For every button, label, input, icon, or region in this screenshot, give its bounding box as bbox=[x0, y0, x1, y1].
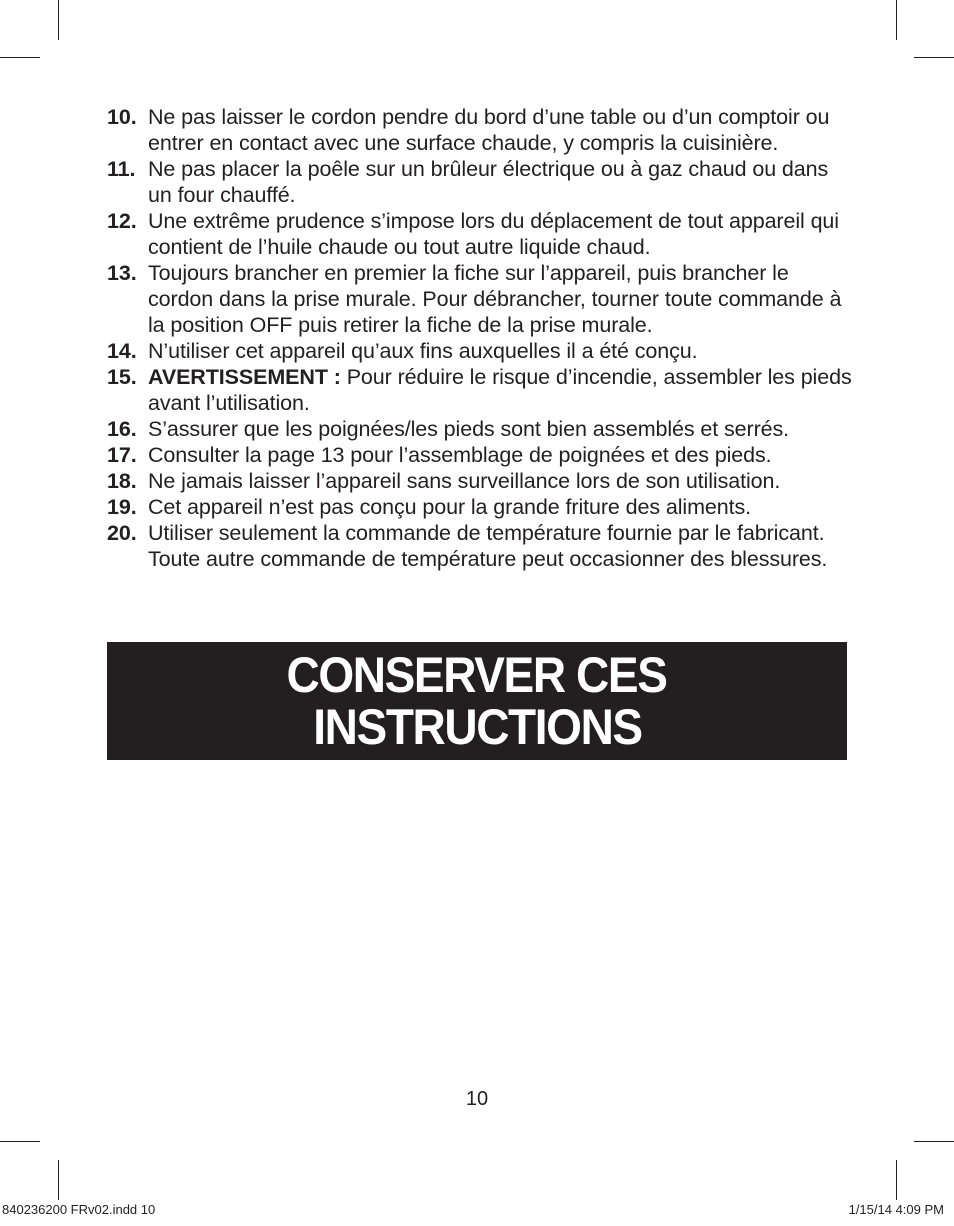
instruction-number: 19. bbox=[107, 495, 137, 519]
instruction-item bbox=[107, 208, 852, 260]
crop-mark bbox=[914, 1141, 954, 1142]
banner-title-line-1: CONSERVER CES bbox=[287, 647, 667, 703]
crop-mark bbox=[58, 1160, 59, 1200]
instruction-item bbox=[107, 520, 852, 572]
instruction-item bbox=[107, 442, 852, 468]
instruction-text: Ne pas laisser le cordon pendre du bord d’une table ou d’un comptoir ou entrer en contact avec une surface chaude, y compris la cuisinière. bbox=[148, 105, 830, 155]
warning-label: AVERTISSEMENT : bbox=[148, 365, 341, 389]
instruction-text: Cet appareil n’est pas conçu pour la grande friture des aliments. bbox=[148, 495, 752, 519]
instruction-text: Toujours brancher en premier la fiche sur l’appareil, puis brancher le cordon dans la prise murale. Pour débrancher, tourner toute commande à la position OFF puis retirer la fiche de la prise murale. bbox=[148, 261, 842, 337]
instruction-number: 20. bbox=[107, 521, 137, 545]
instruction-text: N’utiliser cet appareil qu’aux fins auxquelles il a été conçu. bbox=[148, 339, 698, 363]
instruction-item bbox=[107, 364, 852, 416]
instruction-text: Consulter la page 13 pour l’assemblage de poignées et des pieds. bbox=[148, 443, 772, 467]
instruction-text: Ne jamais laisser l’appareil sans surveillance lors de son utilisation. bbox=[148, 469, 781, 493]
crop-mark bbox=[914, 57, 954, 58]
instruction-text: Pour réduire le risque d’incendie, assembler les pieds avant l’utilisation. bbox=[148, 365, 852, 415]
instructions-list bbox=[107, 104, 852, 572]
instruction-item bbox=[107, 156, 852, 208]
instruction-number: 17. bbox=[107, 443, 137, 467]
crop-mark bbox=[58, 0, 59, 40]
print-slug-file: 840236200 FRv02.indd 10 bbox=[2, 1202, 156, 1217]
instruction-number: 10. bbox=[107, 105, 137, 129]
instruction-text: Une extrême prudence s’impose lors du déplacement de tout appareil qui contient de l’huile chaude ou tout autre liquide chaud. bbox=[148, 209, 839, 259]
crop-mark bbox=[896, 0, 897, 40]
instruction-number: 13. bbox=[107, 261, 137, 285]
instruction-text: Ne pas placer la poêle sur un brûleur électrique ou à gaz chaud ou dans un four chauffé. bbox=[148, 157, 829, 207]
instruction-number: 15. bbox=[107, 365, 137, 389]
print-slug-datetime: 1/15/14 4:09 PM bbox=[848, 1202, 944, 1217]
crop-mark bbox=[896, 1160, 897, 1200]
instruction-item bbox=[107, 260, 852, 338]
instruction-number: 18. bbox=[107, 469, 137, 493]
save-instructions-banner bbox=[107, 642, 847, 760]
instruction-number: 11. bbox=[107, 157, 136, 181]
instruction-item bbox=[107, 104, 852, 156]
instruction-item bbox=[107, 338, 852, 364]
banner-title-line-2: INSTRUCTIONS bbox=[312, 699, 642, 755]
instruction-item bbox=[107, 416, 852, 442]
instruction-text: S’assurer que les poignées/les pieds sont bien assemblés et serrés. bbox=[148, 417, 790, 441]
instruction-number: 16. bbox=[107, 417, 137, 441]
instruction-number: 14. bbox=[107, 339, 137, 363]
crop-mark bbox=[0, 57, 40, 58]
page-number: 10 bbox=[465, 1088, 489, 1110]
instruction-number: 12. bbox=[107, 209, 137, 233]
instruction-item bbox=[107, 468, 852, 494]
instruction-item bbox=[107, 494, 852, 520]
instruction-text: Utiliser seulement la commande de température fournie par le fabricant. Toute autre commande de température peut occasionner des blessures. bbox=[148, 521, 828, 571]
instructions-section bbox=[107, 104, 852, 572]
crop-mark bbox=[0, 1141, 40, 1142]
